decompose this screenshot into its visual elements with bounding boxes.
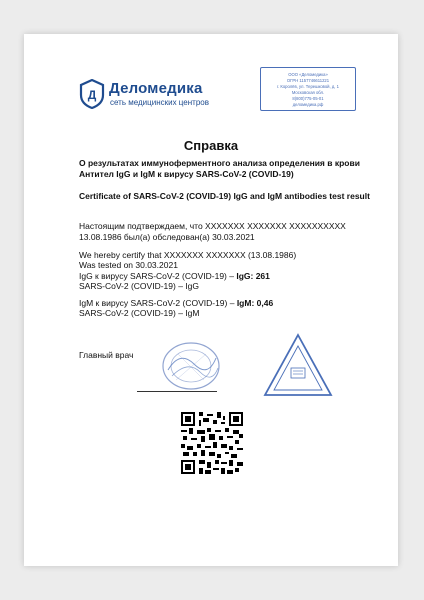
ru-heading: О результатах иммуноферментного анализа определения в крови Антител IgG и IgM к вирусу SARS-CoV-2 (COVID-19): [79, 158, 360, 179]
svg-text:Д: Д: [87, 88, 97, 102]
en-confirmation-line2: Was tested on 30.03.2021: [79, 260, 178, 270]
en-heading: Certificate of SARS-CoV-2 (COVID-19) IgG and IgM antibodies test result: [79, 191, 370, 201]
stamp-line: г. Королёв, ул. Терешковой, д. 1: [277, 84, 339, 89]
igg-result-ru: [79, 271, 379, 282]
logo-name: Деломедика: [109, 80, 203, 97]
logo-subtitle: сеть медицинских центров: [110, 98, 209, 107]
signature-label: Главный врач: [79, 350, 134, 360]
round-seal-icon: [160, 340, 222, 392]
igg-result-en: SARS-CoV-2 (COVID-19) – IgG: [79, 281, 199, 291]
qr-code-icon: [181, 412, 243, 474]
igm-value: IgM: 0,46: [236, 298, 274, 308]
igg-value: IgG: 261: [236, 271, 270, 281]
igm-result-en: SARS-CoV-2 (COVID-19) – IgM: [79, 308, 200, 318]
igg-label: IgG к вирусу SARS-CoV-2 (COVID-19) –: [79, 271, 237, 281]
stamp-line: Московская обл.: [291, 90, 325, 95]
certificate-page: [24, 34, 398, 566]
stamp-line: ООО «Деломедика»: [288, 72, 328, 77]
igm-label: IgM к вирусу SARS-CoV-2 (COVID-19) –: [79, 298, 237, 308]
ru-confirmation: Настоящим подтверждаем, что XXXXXXX XXXXXXX XXXXXXXXXX 13.08.1986 был(а) обследован(а) 30.03.2021: [79, 221, 346, 242]
stamp-line: ОГРН 1157746611221: [286, 78, 330, 83]
stamp-line: 8(800)775-05-01: [292, 96, 324, 101]
en-confirmation-line1: We hereby certify that XXXXXXX XXXXXXX (13.08.1986): [79, 250, 297, 260]
stamp-line: деломедика.рф: [292, 102, 324, 107]
company-stamp: [260, 67, 356, 111]
document-title: Справка: [183, 138, 239, 153]
company-logo: [79, 79, 214, 111]
triangle-stamp-icon: [262, 332, 334, 398]
igm-result-ru: [79, 298, 379, 309]
shield-d-logo-icon: [79, 79, 105, 109]
